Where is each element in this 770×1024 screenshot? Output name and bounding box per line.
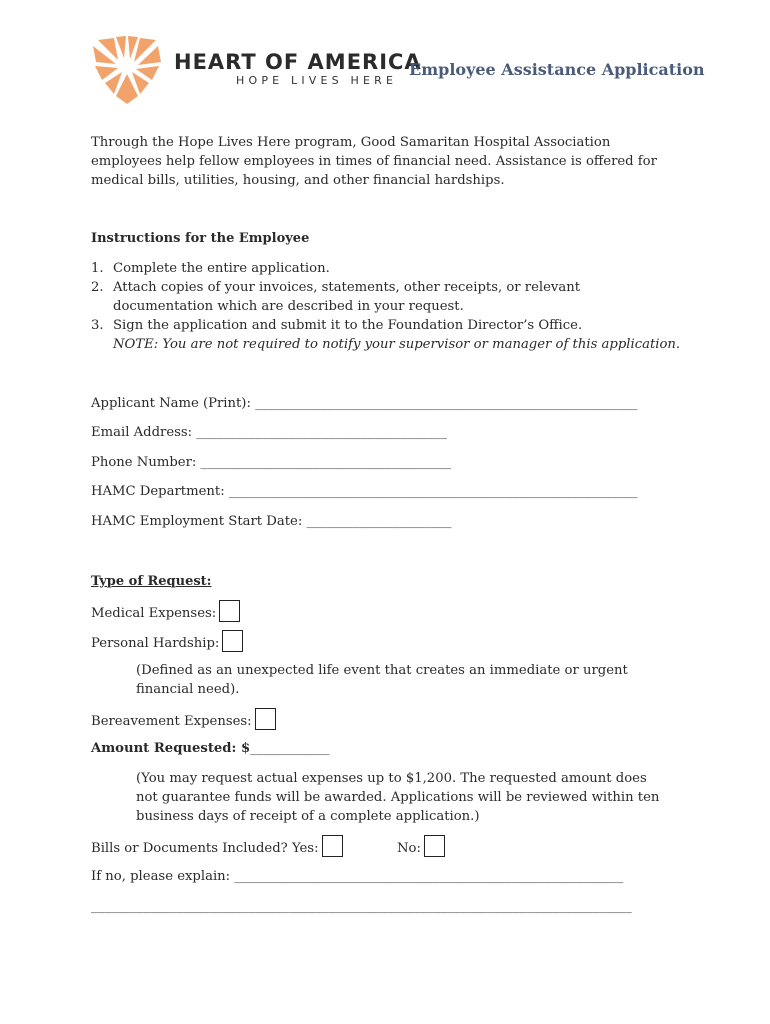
list-item: 1. Complete the entire application. xyxy=(91,261,330,276)
heart-logo-icon xyxy=(92,36,162,104)
request-type-heading: Type of Request: xyxy=(91,574,212,589)
instructions-heading: Instructions for the Employee xyxy=(91,231,310,246)
bills-no-label: No: xyxy=(397,841,421,856)
amount-requested-field[interactable]: ____________ xyxy=(250,741,330,756)
bereavement-label: Bereavement Expenses: xyxy=(91,714,252,729)
org-tagline: HOPE LIVES HERE xyxy=(236,74,398,87)
bills-no-checkbox[interactable] xyxy=(424,835,445,857)
list-item: 2. Attach copies of your invoices, statements, other receipts, or relevant xyxy=(91,280,581,295)
amount-requested-label: Amount Requested: $ xyxy=(91,741,251,756)
personal-hardship-checkbox[interactable] xyxy=(222,630,243,652)
amount-note: (You may request actual expenses up to $1,200. The requested amount does not guarantee funds will be awarded. Applications will be reviewed within ten business days of receipt of a complete application.) xyxy=(136,771,660,824)
bereavement-row xyxy=(91,708,276,730)
bills-yes-checkbox[interactable] xyxy=(322,835,343,857)
personal-hardship-label: Personal Hardship: xyxy=(91,636,220,651)
phone-field[interactable]: Phone Number: ______________________________________ xyxy=(91,455,452,470)
department-field[interactable]: HAMC Department: ______________________________________________________________ xyxy=(91,484,638,499)
bills-included-row xyxy=(91,835,343,857)
intro-line: medical bills, utilities, housing, and other financial hardships. xyxy=(91,173,505,188)
explain-field[interactable]: If no, please explain: ___________________________________________________________ xyxy=(91,869,624,884)
intro-line: Through the Hope Lives Here program, Good Samaritan Hospital Association xyxy=(91,135,611,150)
document-title: Employee Assistance Application xyxy=(409,60,705,79)
list-item-continuation: documentation which are described in your request. xyxy=(113,299,464,314)
instructions-note: NOTE: You are not required to notify your supervisor or manager of this application. xyxy=(113,337,681,352)
bereavement-checkbox[interactable] xyxy=(255,708,276,730)
amount-requested-row xyxy=(91,741,329,756)
email-field[interactable]: Email Address: ______________________________________ xyxy=(91,425,447,440)
instructions-list xyxy=(91,259,680,354)
intro-paragraph xyxy=(91,133,657,190)
list-item: 3. Sign the application and submit it to the Foundation Director’s Office. xyxy=(91,318,583,333)
org-name: HEART OF AMERICA xyxy=(174,50,422,74)
bills-no-row xyxy=(397,835,445,857)
start-date-field[interactable]: HAMC Employment Start Date: ______________________ xyxy=(91,514,452,529)
personal-hardship-row xyxy=(91,630,243,652)
intro-line: employees help fellow employees in times of financial need. Assistance is offered for xyxy=(91,154,657,169)
bills-included-label: Bills or Documents Included? Yes: xyxy=(91,841,319,856)
hardship-definition: (Defined as an unexpected life event that creates an immediate or urgent financial need). xyxy=(136,663,628,697)
applicant-name-field[interactable]: Applicant Name (Print): __________________________________________________________ xyxy=(91,396,638,411)
medical-expenses-label: Medical Expenses: xyxy=(91,606,217,621)
medical-expenses-checkbox[interactable] xyxy=(219,600,240,622)
medical-expenses-row xyxy=(91,600,240,622)
explain-field-line-2[interactable]: __________________________________________________________________________________ xyxy=(91,899,632,914)
